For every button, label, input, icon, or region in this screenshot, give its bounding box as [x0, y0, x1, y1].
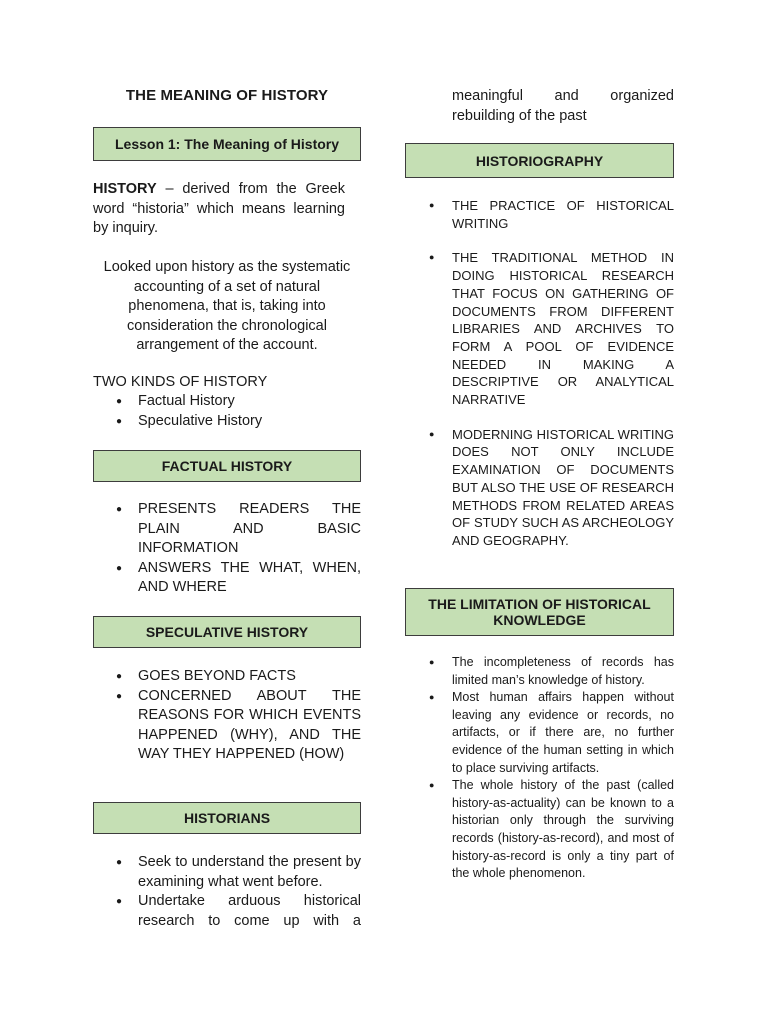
two-kinds-heading: TWO KINDS OF HISTORY	[93, 374, 268, 390]
speculative-history-heading: SPECULATIVE HISTORY	[145, 624, 309, 640]
looked-upon-paragraph: Looked upon history as the systematic accounting of a set of natural phenomena, that is, taking into consideration the chronological arrangement of the account.	[103, 259, 351, 353]
page-title: THE MEANING OF HISTORY	[125, 87, 329, 104]
two-kinds-list	[93, 392, 361, 431]
continued-line-2: rebuilding of the past	[452, 107, 587, 124]
continued-text	[452, 87, 674, 126]
historians-heading: HISTORIANS	[183, 810, 271, 826]
limitation-heading-line-2: KNOWLEDGE	[493, 612, 586, 628]
continued-line-1: meaningful and organized	[452, 88, 674, 104]
list-item: ● PRESENTS READERS THE PLAIN AND BASIC INFORMATION	[93, 500, 361, 559]
lesson-heading-label: Lesson 1: The Meaning of History	[114, 136, 340, 152]
list-item: ● The whole history of the past (called history-as-actuality) can be known to a historian only through the surviving records (history-as-record), and most of history-as-record is only a tiny part of the whole phenomenon.	[405, 777, 674, 883]
list-item: ● Most human affairs happen without leaving any evidence or records, no artifacts, or if there are, no further evidence of the human setting in which to place surviving artifacts.	[405, 689, 674, 777]
history-definition-text: – derived from the Greek word “historia” which means learning by inquiry.	[93, 181, 345, 236]
list-item: ● THE PRACTICE OF HISTORICAL WRITING	[405, 197, 674, 232]
list-item: ● ANSWERS THE WHAT, WHEN, AND WHERE	[93, 559, 361, 598]
historiography-heading-box	[405, 143, 674, 178]
list-item: ● CONCERNED ABOUT THE REASONS FOR WHICH EVENTS HAPPENED (WHY), AND THE WAY THEY HAPPENED (HOW)	[93, 687, 361, 765]
factual-history-list	[93, 500, 361, 598]
historians-heading-box	[93, 802, 361, 834]
list-item: ● THE TRADITIONAL METHOD IN DOING HISTORICAL RESEARCH THAT FOCUS ON GATHERING OF DOCUMENTS FROM DIFFERENT LIBRARIES AND ARCHIVES TO FORM A POOL OF EVIDENCE NEEDED IN MAKING A DESCRIPTIVE OR ANALYTICAL NARRATIVE	[405, 249, 674, 408]
historiography-heading: HISTORIOGRAPHY	[475, 152, 604, 169]
limitation-heading-box	[405, 588, 674, 636]
speculative-history-heading-box	[93, 616, 361, 648]
factual-history-heading: FACTUAL HISTORY	[161, 458, 293, 474]
list-item: ● The incompleteness of records has limited man’s knowledge of history.	[405, 654, 674, 689]
limitation-list	[405, 654, 674, 883]
list-item: ● Speculative History	[93, 412, 361, 432]
factual-history-heading-box	[93, 450, 361, 482]
speculative-history-list	[93, 667, 361, 765]
list-item: ● MODERNING HISTORICAL WRITING DOES NOT ONLY INCLUDE EXAMINATION OF DOCUMENTS BUT ALSO THE USE OF RESEARCH METHODS FROM RELATED AREAS OF STUDY SUCH AS ARCHEOLOGY AND GEOGRAPHY.	[405, 426, 674, 550]
historians-list	[93, 853, 361, 931]
lesson-heading-box	[93, 127, 361, 161]
list-item: ● GOES BEYOND FACTS	[93, 667, 361, 687]
historiography-list	[405, 197, 674, 550]
list-spacer	[405, 232, 674, 249]
list-item: ● Undertake arduous historical research to come up with a	[93, 892, 361, 931]
limitation-heading-line-1: THE LIMITATION OF HISTORICAL	[428, 596, 651, 612]
history-term: HISTORY	[93, 181, 157, 197]
history-definition	[93, 180, 345, 239]
list-spacer	[405, 409, 674, 426]
list-item: ● Seek to understand the present by examining what went before.	[93, 853, 361, 892]
list-item: ● Factual History	[93, 392, 361, 412]
